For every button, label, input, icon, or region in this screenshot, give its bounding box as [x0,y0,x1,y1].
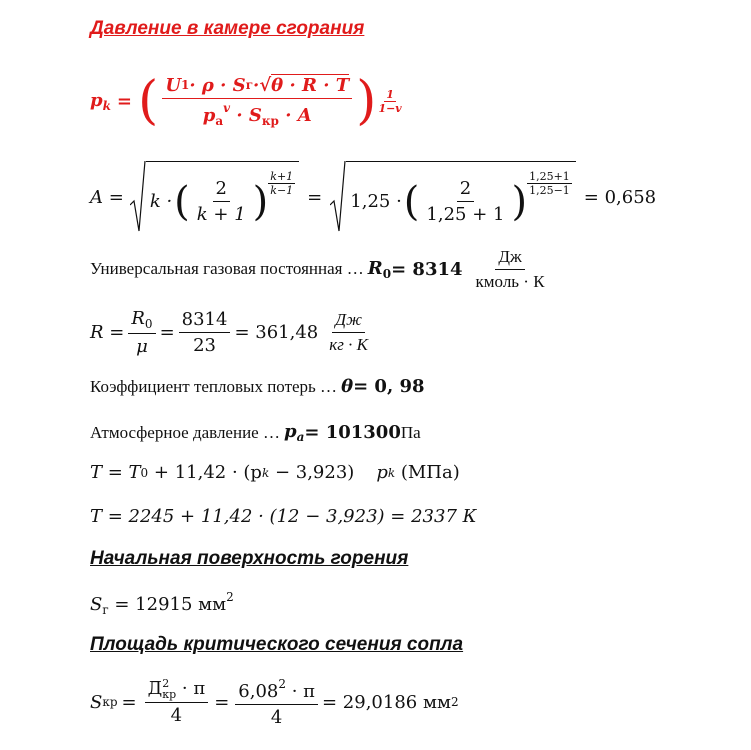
formula-t2: T = 2245 + 11,42 · (12 − 3,923) = 2337 К [90,506,477,527]
pk-lhs: $p_k$ [90,89,111,113]
crit-section-heading: Площадь критического сечения сопла [90,634,464,655]
formula-a: A = k · ( $\frac{2}{k + 1}$ ) $\frac{k+1}{k-1}$ = 1,25 · ( $\frac{2}{1,25 + 1}$ ) $\frac{1,25+1}{1,25-1}$ = 0,658 [90,158,656,236]
burn-surface-value: $S_г = 12915$ $мм^2$ [90,590,234,617]
heat-loss-line: Коэффициент тепловых потерь … θ = 0, 98 [90,376,425,397]
gas-constant-line: Универсальная газовая постоянная … $R_0$ = 8314 $\frac{Дж}{\text{кмоль · К}}$ [90,246,545,291]
burn-surface-heading: Начальная поверхность горения [90,548,409,569]
formula-r: R = $\frac{R_0}{\mu}$ = $\frac{8314}{23}$ = 361,48 $\frac{Дж}{кг \cdot К}$ [90,307,368,357]
atm-pressure-line: Атмосферное давление … $p_a$ = 101300 Па [90,421,421,444]
pk-fraction: U 1 · ρ · S г · √ θ · R · T $p_a^v \cdot S_{кр} \cdot A$ [162,74,352,128]
formula-pk: $p_k$ = ( U 1 · ρ · S г · √ θ · R · T $p_a^v \cdot S_{кр} \cdot A$ ) $\frac{1}{1-v}$ [90,71,402,131]
formula-crit-section: S кр = Д 2 кр · π 4 = $\frac{6,08^2 \cdot \pi}{4}$ = 29,0186 мм 2 [90,676,459,728]
formula-t1: T = T 0 + 11,42 · (p k − 3,923) p k (МПа) [90,462,460,483]
pressure-heading: Давление в камере сгорания [90,18,365,39]
